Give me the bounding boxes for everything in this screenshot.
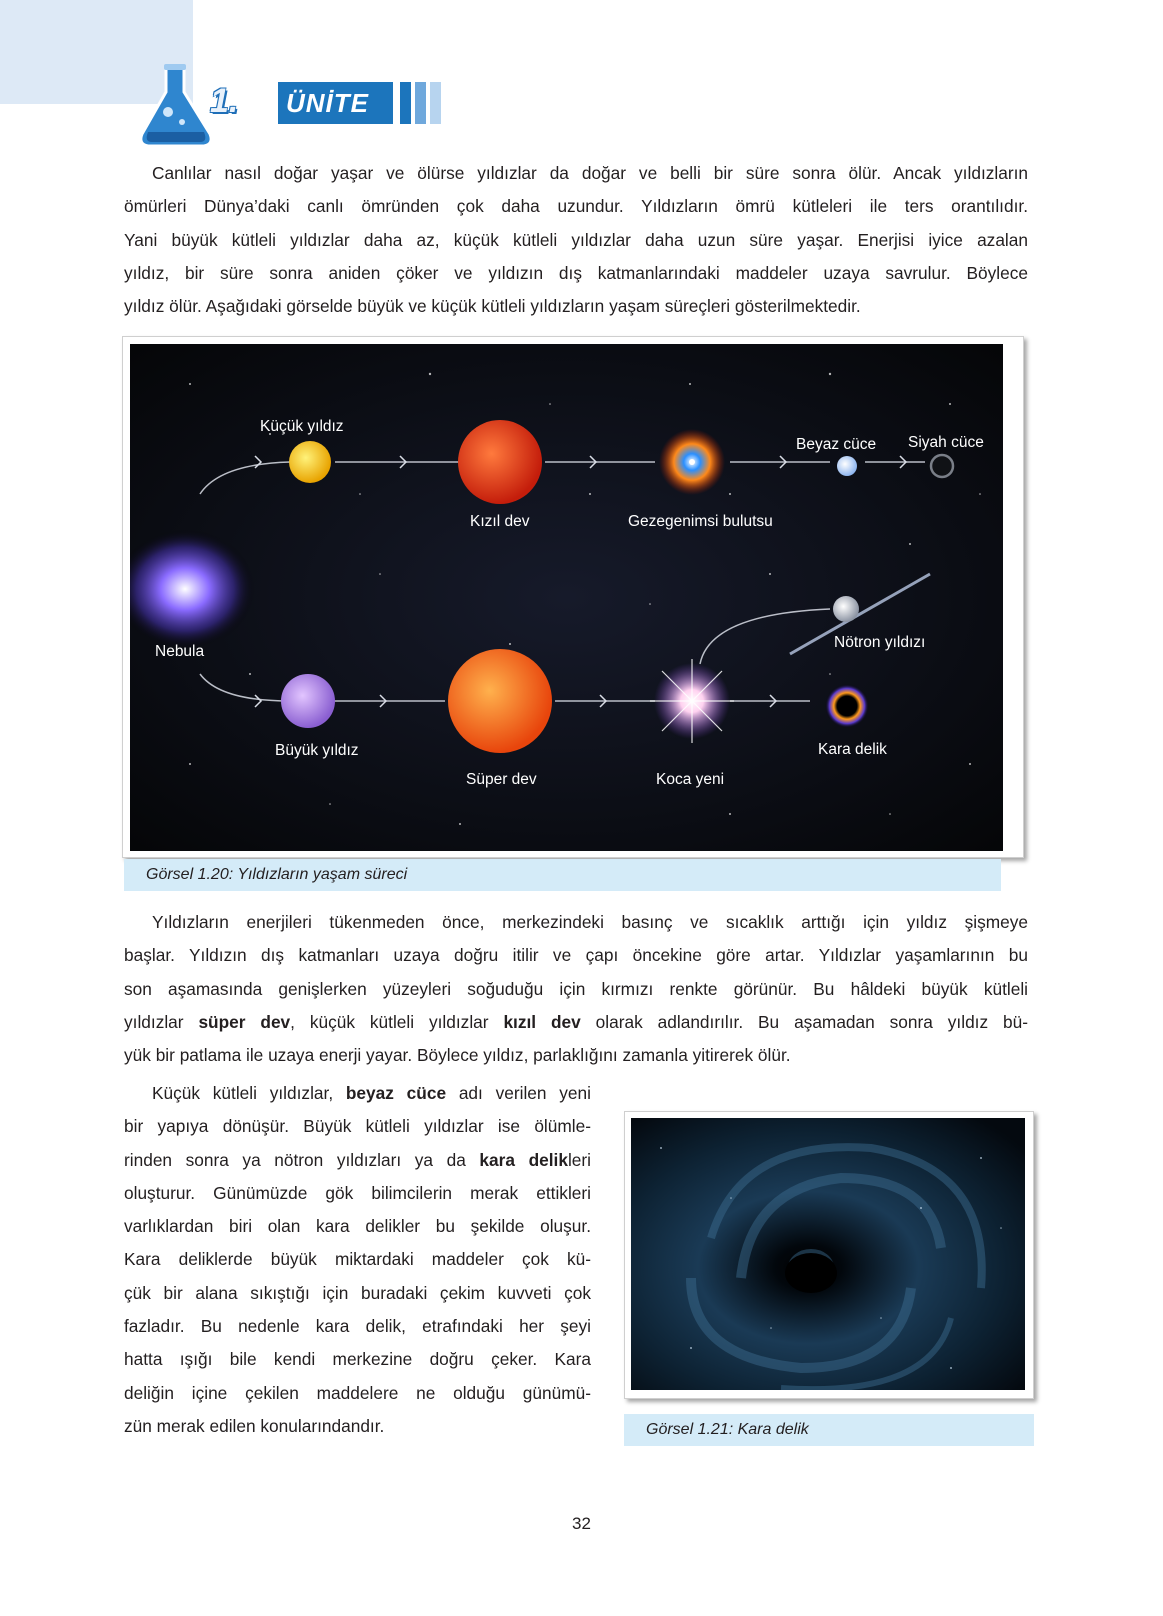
- label-small-star: Küçük yıldız: [260, 418, 344, 435]
- label-neutron-star: Nötron yıldızı: [834, 634, 926, 651]
- p3-line-9: hatta ışığı bile kendi merkezine doğru çeker. Kara: [124, 1349, 591, 1370]
- intro-line-3: Yani büyük kütleli yıldızlar daha az, küçük kütleli yıldızlar daha uzun süre yaşar. Enerjisi iyice azalan: [124, 229, 1028, 250]
- label-nebula: Nebula: [155, 643, 205, 660]
- white-dwarf: [837, 456, 857, 476]
- intro-line-1: Canlılar nasıl doğar yaşar ve ölürse yıldızlar da doğar ve belli bir süre sonra ölür. Ancak yıldızların: [152, 163, 1028, 183]
- intro-line-2: ömürleri Dünya’daki canlı ömründen çok daha uzundur. Yıldızların ömrü kütleleri ile ters orantılıdır.: [124, 196, 1028, 217]
- figure2-caption: Görsel 1.21: Kara delik: [624, 1414, 1034, 1446]
- p3-line-5: varlıklardan biri olan kara delikler bu şekilde oluşur.: [124, 1216, 591, 1237]
- intro-paragraph: [124, 157, 1028, 323]
- p3-line-8: fazladır. Bu nedenle kara delik, etrafındaki her şeyi: [124, 1316, 591, 1337]
- p3-line-3: rinden sonra ya nötron yıldızları ya da kara delikleri: [124, 1149, 591, 1170]
- p3-line-11: zün merak edilen konularındandır.: [124, 1415, 385, 1436]
- unit-number: 1.: [210, 82, 239, 120]
- label-red-giant: Kızıl dev: [470, 513, 530, 530]
- p3-line-2: bir yapıya dönüşür. Büyük kütleli yıldızlar ise ölümle-: [124, 1116, 591, 1137]
- black-hole-image: [631, 1118, 1025, 1390]
- unit-label: ÜNİTE: [286, 88, 369, 118]
- paragraph-2: [124, 906, 1028, 1072]
- super-giant: [448, 649, 552, 753]
- paragraph-3: [124, 1077, 591, 1443]
- black-hole-figure: [624, 1111, 1034, 1399]
- p2-line-3: son aşamasında genişlerken yüzeyleri soğuduğu için kırmızı renkte görünür. Bu hâldeki büyük kütleli: [124, 978, 1028, 999]
- p2-line-1: Yıldızların enerjileri tükenmeden önce, merkezindeki basınç ve sıcaklık arttığı için yıldız şişmeye: [152, 912, 1028, 932]
- star-lifecycle-diagram: [130, 344, 1003, 851]
- term-white-dwarf: beyaz cüce: [345, 1083, 447, 1103]
- page-number: 32: [572, 1514, 591, 1533]
- star-lifecycle-figure: [122, 336, 1024, 858]
- intro-line-5: yıldız ölür. Aşağıdaki görselde büyük ve küçük kütleli yıldızların yaşam süreçleri gösterilmektedir.: [124, 296, 861, 317]
- label-big-star: Büyük yıldız: [275, 742, 359, 759]
- p3-line-7: çük bir alana sıkıştığı için buradaki çekim kuvveti çok: [124, 1282, 591, 1303]
- label-black-hole: Kara delik: [818, 741, 887, 758]
- label-planetary-nebula: Gezegenimsi bulutsu: [628, 513, 773, 530]
- p3-line-10: deliğin içine çekilen maddelere ne olduğu günümü-: [124, 1382, 591, 1403]
- p2-line-4: yıldızlar süper dev, küçük kütleli yıldızlar kızıl dev olarak adlandırılır. Bu aşamadan sonra yıldız bü-: [124, 1011, 1028, 1032]
- term-red-giant: kızıl dev: [503, 1011, 581, 1032]
- big-star: [281, 674, 335, 728]
- intro-line-4: yıldız, bir süre sonra aniden çöker ve yıldızın dış katmanlarındaki maddeler uzaya savrulur. Böylece: [124, 262, 1028, 283]
- term-black-hole: kara delik: [479, 1149, 568, 1170]
- label-black-dwarf: Siyah cüce: [908, 434, 984, 451]
- header-bar-1: [400, 82, 411, 124]
- label-white-dwarf: Beyaz cüce: [796, 436, 877, 453]
- label-supernova: Koca yeni: [656, 771, 725, 788]
- label-super-giant: Süper dev: [466, 771, 537, 788]
- p3-line-4: oluşturur. Günümüzde gök bilimcilerin merak ettikleri: [124, 1182, 591, 1203]
- p3-line-6: Kara deliklerde büyük miktardaki maddeler çok kü-: [124, 1249, 591, 1270]
- red-giant: [458, 420, 542, 504]
- small-star: [289, 441, 331, 483]
- supernova: [650, 659, 734, 743]
- header-bar-3: [430, 82, 441, 124]
- black-hole: [825, 684, 869, 728]
- header-bar-2: [415, 82, 426, 124]
- p2-line-5: yük bir patlama ile uzaya enerji yayar. Böylece yıldız, parlaklığını zamanla yitirerek ölür.: [124, 1045, 791, 1066]
- black-dwarf: [931, 455, 953, 477]
- p2-line-2: başlar. Yıldızın dış katmanları uzaya doğru itilir ve çapı öncekine göre artar. Yıldızlar yaşamlarının bu: [124, 945, 1028, 966]
- p3-line-1: Küçük kütleli yıldızlar, beyaz cüce adı verilen yeni: [152, 1083, 591, 1103]
- figure1-caption: Görsel 1.20: Yıldızların yaşam süreci: [124, 859, 1001, 891]
- term-super-giant: süper dev: [198, 1011, 291, 1032]
